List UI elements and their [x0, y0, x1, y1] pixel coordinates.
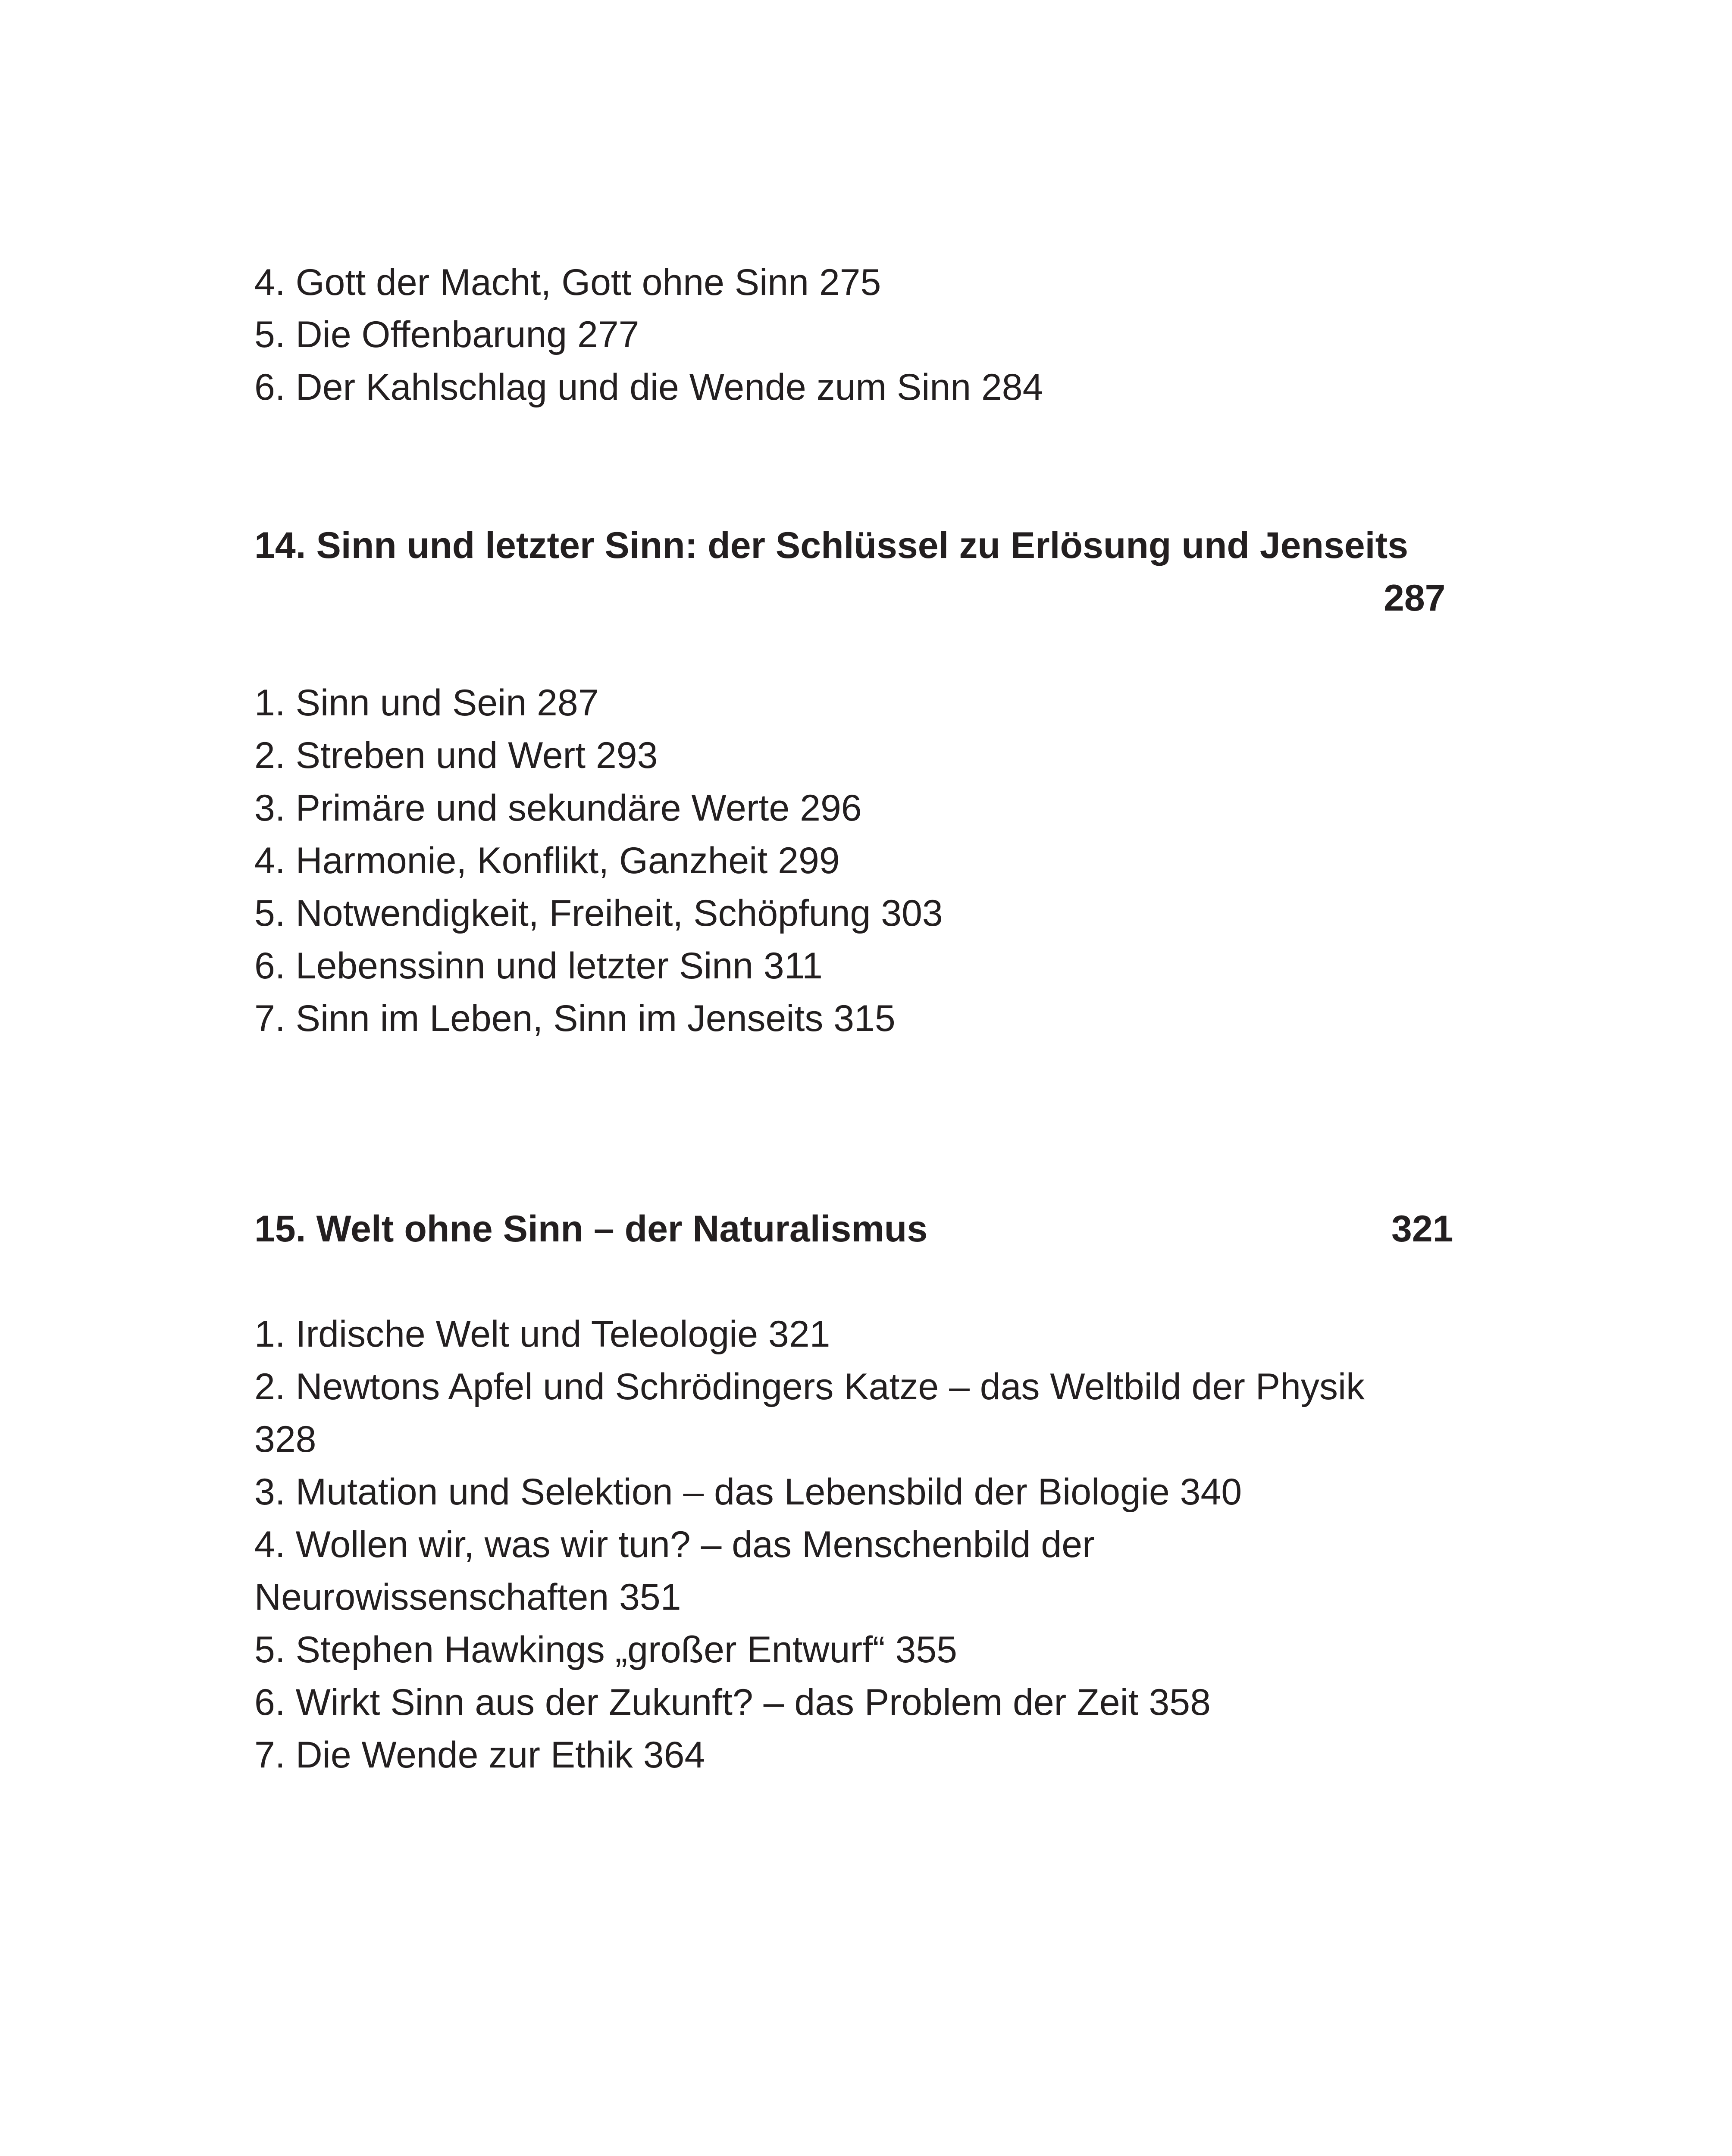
toc-entry-continuation: 328: [254, 1419, 316, 1460]
toc-entry: 2. Newtons Apfel und Schrödingers Katze – das Weltbild der Physik: [254, 1366, 1365, 1407]
toc-entry: 1. Sinn und Sein 287: [254, 682, 599, 724]
toc-entry: 6. Wirkt Sinn aus der Zukunft? – das Problem der Zeit 358: [254, 1682, 1211, 1723]
toc-entry: 7. Sinn im Leben, Sinn im Jenseits 315: [254, 998, 896, 1039]
chapter-14-title: 14. Sinn und letzter Sinn: der Schlüssel zu Erlösung und Jenseits: [254, 525, 1409, 566]
toc-entry: 1. Irdische Welt und Teleologie 321: [254, 1313, 830, 1355]
toc-entry: 6. Lebenssinn und letzter Sinn 311: [254, 945, 823, 987]
toc-entry: 4. Wollen wir, was wir tun? – das Menschenbild der: [254, 1524, 1095, 1565]
toc-entry: 5. Notwendigkeit, Freiheit, Schöpfung 303: [254, 893, 943, 934]
toc-entry-continuation: Neurowissenschaften 351: [254, 1576, 681, 1618]
toc-entry: 6. Der Kahlschlag und die Wende zum Sinn 284: [254, 367, 1043, 408]
chapter-15-page: 321: [1391, 1208, 1453, 1250]
toc-entry: 2. Streben und Wert 293: [254, 735, 658, 776]
toc-entry: 3. Primäre und sekundäre Werte 296: [254, 787, 862, 829]
toc-entry: 5. Stephen Hawkings „großer Entwurf“ 355: [254, 1629, 958, 1670]
toc-entry: 7. Die Wende zur Ethik 364: [254, 1734, 705, 1776]
toc-entry: 4. Harmonie, Konflikt, Ganzheit 299: [254, 840, 840, 881]
chapter-15-title: 15. Welt ohne Sinn – der Naturalismus: [254, 1208, 928, 1250]
toc-entry: 4. Gott der Macht, Gott ohne Sinn 275: [254, 262, 881, 303]
toc-entry: 5. Die Offenbarung 277: [254, 314, 639, 355]
toc-entry: 3. Mutation und Selektion – das Lebensbild der Biologie 340: [254, 1471, 1242, 1513]
chapter-14-page: 287: [1384, 577, 1446, 619]
